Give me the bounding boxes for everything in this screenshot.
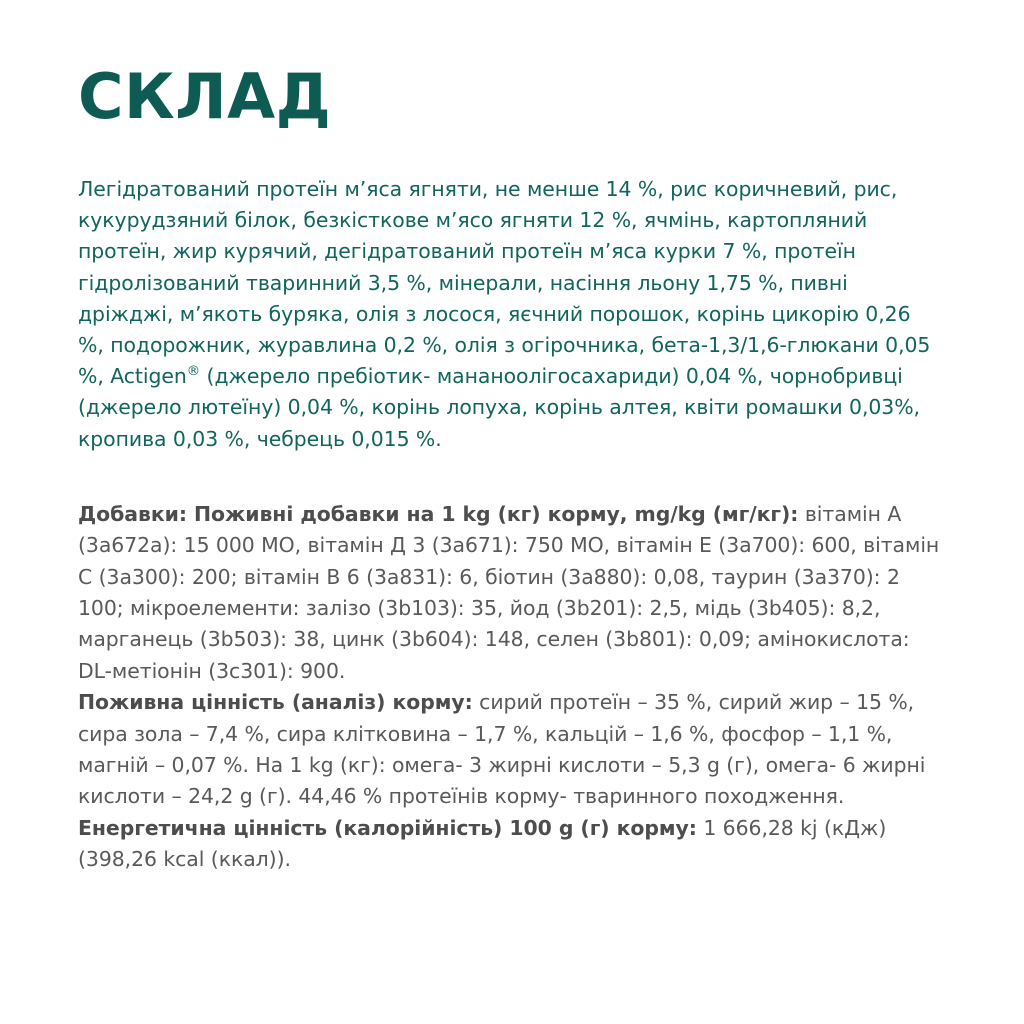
page-title: СКЛАД: [78, 60, 332, 133]
registered-trademark-symbol: ®: [186, 364, 201, 380]
composition-paragraph: [78, 174, 940, 455]
nutritional-value-paragraph: [78, 687, 940, 813]
nutritional-value-label: Поживна цінність (аналіз) корму:: [78, 690, 473, 715]
composition-text-part-2: (джерело пребіотик- мананоолігосахариди) 0,04 %, чорнобривці (джерело лютеїну) 0,04 %, корінь лопуха, корінь алтея, квіти ромашки 0,03%, кропива 0,03 %, чебрець 0,015 %.: [78, 364, 920, 451]
analysis-section: [78, 499, 940, 876]
additives-value: вітамін А (3а672а): 15 000 МО, вітамін Д 3 (3а671): 750 МО, вітамін Е (3а700): 600, вітамін С (3а300): 200; вітамін В 6 (3а831): 6, біотин (3а880): 0,08, таурин (3а370): 2 100; мікроелементи: залізо (3b103): 35, йод (3b201): 2,5, мідь (3b405): 8,2, марганець (3b503): 38, цинк (3b604): 148, селен (3b801): 0,09; амінокислота: DL-метіонін (3с301): 900.: [78, 501, 940, 683]
energy-value-value: 1 666,28 kj (кДж) (398,26 kcal (ккал)).: [78, 815, 887, 872]
energy-value-paragraph: [78, 813, 940, 876]
energy-value-label: Енергетична цінність (калорійність) 100 g (г) корму:: [78, 815, 697, 840]
composition-text-part-1: Легідратований протеїн м’яса ягняти, не менше 14 %, рис коричневий, рис, кукурудзяний білок, безкісткове м’ясо ягняти 12 %, ячмінь, картопляний протеїн, жир курячий, дегідратований протеїн м’яса курки 7 %, протеїн гідролізований тваринний 3,5 %, мінерали, насіння льону 1,75 %, пивні дріжджі, м’якоть буряка, олія з лосося, яєчний порошок, корінь цикорію 0,26 %, подорожник, журавлина 0,2 %, олія з огірочника, бета-1,3/1,6-глюкани 0,05 %, Actigen: [78, 177, 931, 389]
nutritional-value-value: сирий протеїн – 35 %, сирий жир – 15 %, сира зола – 7,4 %, сира клітковина – 1,7 %, кальцій – 1,6 %, фосфор – 1,1 %, магній – 0,07 %. На 1 kg (кг): омега- 3 жирні кислоти – 5,3 g (г), омега- 6 жирні кислоти – 24,2 g (г). 44,46 % протеїнів корму- тваринного походження.: [78, 690, 926, 809]
additives-label: Добавки: Поживні добавки на 1 kg (кг) корму, mg/kg (мг/кг):: [78, 501, 799, 526]
additives-paragraph: [78, 499, 940, 687]
